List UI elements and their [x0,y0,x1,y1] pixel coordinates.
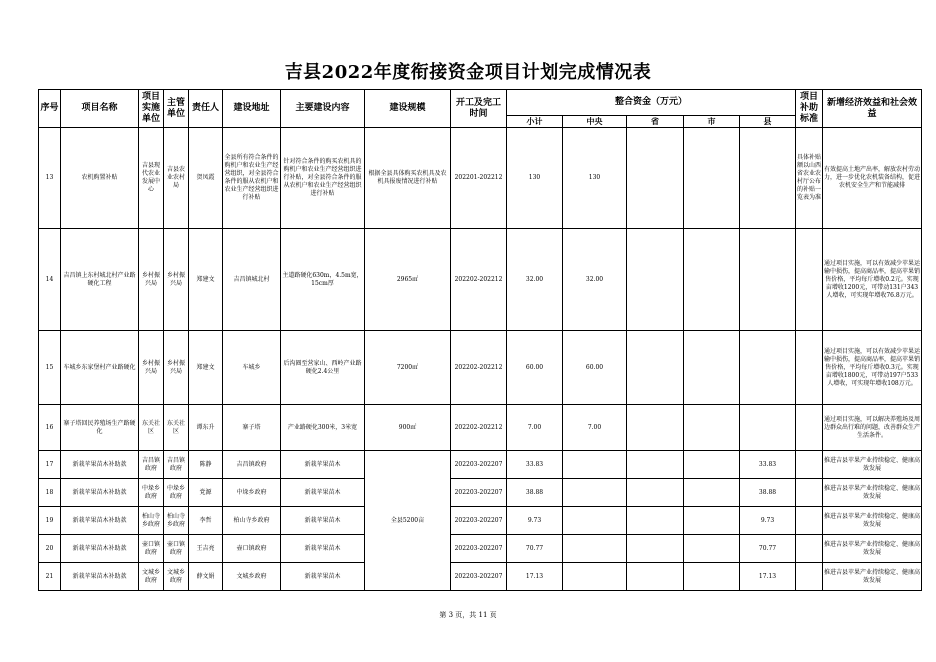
cell-time: 202203-202207 [451,451,507,479]
cell-dept: 吉昌镇政府 [164,451,189,479]
cell-unit: 吉县现代农业发展中心 [139,128,164,229]
cell-benefit: 通过项目实施，可以解决养殖场及周边群众出行难的问题，改善群众生产生活条件。 [823,405,922,451]
cell-county [740,405,796,451]
header-county: 县 [740,116,796,128]
cell-name: 新栽苹果苗木补助款 [61,479,139,507]
cell-city [684,507,740,535]
cell-name: 新栽苹果苗木补助款 [61,507,139,535]
cell-central [563,507,627,535]
cell-content: 新栽苹果苗木 [281,507,365,535]
cell-benefit: 通过项目实施，可以有效减少苹果运输中损伤，提高商品率，提高苹果销售价格，平均每斤增收0.2元。实现亩增收1200元，可带动131户343人增收，可实现年增收76.8万元。 [823,229,922,331]
cell-benefit: 有效提高土地产出率，解放农村劳动力，进一步优化农机装备结构，促进农机安全生产和节能减排 [823,128,922,229]
cell-time: 202203-202207 [451,535,507,563]
cell-province [627,451,684,479]
table-row [39,535,922,563]
cell-person: 李哲 [189,507,223,535]
cell-content: 新栽苹果苗木 [281,479,365,507]
cell-name: 吉昌镇上东村城北村产业路硬化工程 [61,229,139,331]
cell-central [563,451,627,479]
cell-dept: 乡村振兴局 [164,229,189,331]
cell-person: 党源 [189,479,223,507]
cell-city [684,563,740,591]
cell-time: 202201-202212 [451,128,507,229]
table-row [39,331,922,405]
cell-name: 车城乡东家堡村产业路硬化 [61,331,139,405]
header-site: 建设地址 [223,90,281,128]
cell-name: 农机购置补贴 [61,128,139,229]
cell-site: 文城乡政府 [223,563,281,591]
header-time: 开工及完工时间 [451,90,507,128]
cell-central: 32.00 [563,229,627,331]
cell-time: 202202-202212 [451,331,507,405]
cell-time: 202203-202207 [451,479,507,507]
cell-county: 9.73 [740,507,796,535]
cell-seq: 14 [39,229,61,331]
cell-city [684,535,740,563]
cell-standard [796,563,823,591]
cell-standard [796,229,823,331]
cell-dept: 柏山寺乡政府 [164,507,189,535]
header-city: 市 [684,116,740,128]
cell-person: 贺凤霞 [189,128,223,229]
cell-province [627,563,684,591]
cell-standard [796,479,823,507]
cell-content: 新栽苹果苗木 [281,535,365,563]
cell-subtotal: 70.77 [507,535,563,563]
cell-unit: 中垛乡政府 [139,479,164,507]
table-row [39,451,922,479]
cell-province [627,405,684,451]
cell-subtotal: 9.73 [507,507,563,535]
cell-person: 谭东升 [189,405,223,451]
cell-city [684,128,740,229]
cell-site: 吉昌镇城北村 [223,229,281,331]
cell-unit: 乡村振兴局 [139,331,164,405]
cell-province [627,229,684,331]
cell-central: 7.00 [563,405,627,451]
cell-person: 郑建文 [189,229,223,331]
cell-scale: 2965㎡ [365,229,451,331]
cell-county: 17.13 [740,563,796,591]
cell-county: 38.88 [740,479,796,507]
cell-subtotal: 32.00 [507,229,563,331]
cell-unit: 文城乡政府 [139,563,164,591]
cell-seq: 16 [39,405,61,451]
cell-city [684,331,740,405]
cell-subtotal: 60.00 [507,331,563,405]
cell-scale: 900㎡ [365,405,451,451]
cell-dept: 东关社区 [164,405,189,451]
cell-benefit: 推进吉县苹果产业持续稳定、健康高效发展 [823,507,922,535]
cell-province [627,507,684,535]
cell-content: 新栽苹果苗木 [281,563,365,591]
cell-unit: 东关社区 [139,405,164,451]
cell-person: 郑建文 [189,331,223,405]
cell-unit: 乡村振兴局 [139,229,164,331]
cell-seq: 20 [39,535,61,563]
cell-central: 130 [563,128,627,229]
cell-subtotal: 33.83 [507,451,563,479]
cell-dept: 吉县农业农村局 [164,128,189,229]
header-subtotal: 小计 [507,116,563,128]
table-row [39,405,922,451]
cell-name: 新栽苹果苗木补助款 [61,535,139,563]
cell-seq: 15 [39,331,61,405]
cell-unit: 吉昌镇政府 [139,451,164,479]
cell-name: 新栽苹果苗木补助款 [61,451,139,479]
cell-county [740,128,796,229]
header-dept: 主管单位 [164,90,189,128]
header-unit: 项目实施单位 [139,90,164,128]
page-footer: 第 3 页，共 11 页 [439,611,497,619]
cell-central [563,563,627,591]
cell-province [627,479,684,507]
cell-city [684,229,740,331]
header-content: 主要建设内容 [281,90,365,128]
cell-seq: 19 [39,507,61,535]
header-central: 中央 [563,116,627,128]
cell-province [627,128,684,229]
cell-standard [796,405,823,451]
cell-subtotal: 7.00 [507,405,563,451]
cell-site: 中垛乡政府 [223,479,281,507]
cell-standard [796,451,823,479]
table-row [39,507,922,535]
cell-city [684,405,740,451]
header-benefit: 新增经济效益和社会效益 [823,90,922,128]
cell-standard [796,331,823,405]
cell-time: 202202-202212 [451,405,507,451]
cell-scale: 根据全县具体购买农机具及农机具报废情况进行补贴 [365,128,451,229]
cell-benefit: 推进吉县苹果产业持续稳定、健康高效发展 [823,451,922,479]
project-table [38,89,922,591]
cell-central [563,479,627,507]
cell-person: 薛文娟 [189,563,223,591]
table-row [39,128,922,229]
cell-seq: 18 [39,479,61,507]
cell-county: 70.77 [740,535,796,563]
cell-dept: 乡村振兴局 [164,331,189,405]
cell-name: 新栽苹果苗木补助款 [61,563,139,591]
cell-province [627,331,684,405]
header-funds: 整合资金（万元） [507,90,796,116]
cell-benefit: 推进吉县苹果产业持续稳定、健康高效发展 [823,535,922,563]
cell-site: 寨子塔 [223,405,281,451]
cell-scale-merged: 全县5200亩 [365,451,451,591]
cell-benefit: 通过项目实施，可以有效减少苹果运输中损伤，提高商品率，提高苹果销售价格，平均每斤增收0.3元。实现亩增收1800元，可带动197户533人增收，可实现年增收108万元。 [823,331,922,405]
cell-site: 全县所有符合条件的购机户和农业生产经营组织，对全县符合条件的服从农机户和农业生产经营组织进行补贴 [223,128,281,229]
cell-county: 33.83 [740,451,796,479]
cell-dept: 中垛乡政府 [164,479,189,507]
cell-province [627,535,684,563]
cell-content: 针对符合条件的购买农机具的购机户和农业生产经营组织进行补贴，对全县符合条件的服从农机户和农业生产经营组织进行补贴 [281,128,365,229]
header-person: 责任人 [189,90,223,128]
table-row [39,479,922,507]
cell-subtotal: 17.13 [507,563,563,591]
cell-subtotal: 38.88 [507,479,563,507]
cell-central [563,535,627,563]
cell-site: 柏山寺乡政府 [223,507,281,535]
cell-central: 60.00 [563,331,627,405]
header-province: 省 [627,116,684,128]
cell-standard [796,507,823,535]
cell-standard [796,535,823,563]
cell-benefit: 推进吉县苹果产业持续稳定、健康高效发展 [823,479,922,507]
cell-site: 壶口镇政府 [223,535,281,563]
cell-person: 王吉亮 [189,535,223,563]
cell-content: 后沟圈至营家山、西岭产业路硬化2.4公里 [281,331,365,405]
cell-city [684,451,740,479]
header-scale: 建设规模 [365,90,451,128]
cell-seq: 13 [39,128,61,229]
cell-subtotal: 130 [507,128,563,229]
table-row [39,229,922,331]
cell-seq: 17 [39,451,61,479]
cell-unit: 壶口镇政府 [139,535,164,563]
cell-dept: 文城乡政府 [164,563,189,591]
cell-standard: 具体补贴额以山西省农业农村厅公布的补贴一览表为准 [796,128,823,229]
cell-site: 车城乡 [223,331,281,405]
cell-dept: 壶口镇政府 [164,535,189,563]
cell-benefit: 推进吉县苹果产业持续稳定、健康高效发展 [823,563,922,591]
cell-time: 202203-202207 [451,507,507,535]
cell-seq: 21 [39,563,61,591]
cell-time: 202202-202212 [451,229,507,331]
cell-content: 产业路硬化300米，3米宽 [281,405,365,451]
cell-city [684,479,740,507]
cell-site: 吉昌镇政府 [223,451,281,479]
cell-content: 新栽苹果苗木 [281,451,365,479]
header-name: 项目名称 [61,90,139,128]
cell-unit: 柏山寺乡政府 [139,507,164,535]
table-row [39,563,922,591]
page-title: 吉县2022年度衔接资金项目计划完成情况表 [284,62,652,83]
cell-time: 202203-202207 [451,563,507,591]
cell-county [740,229,796,331]
cell-person: 陈静 [189,451,223,479]
cell-scale: 7200㎡ [365,331,451,405]
header-seq: 序号 [39,90,61,128]
cell-name: 寨子塔回民养殖场生产路硬化 [61,405,139,451]
header-standard: 项目补助标准 [796,90,823,128]
cell-county [740,331,796,405]
cell-content: 主道路硬化630m，4.5m宽，15cm厚 [281,229,365,331]
